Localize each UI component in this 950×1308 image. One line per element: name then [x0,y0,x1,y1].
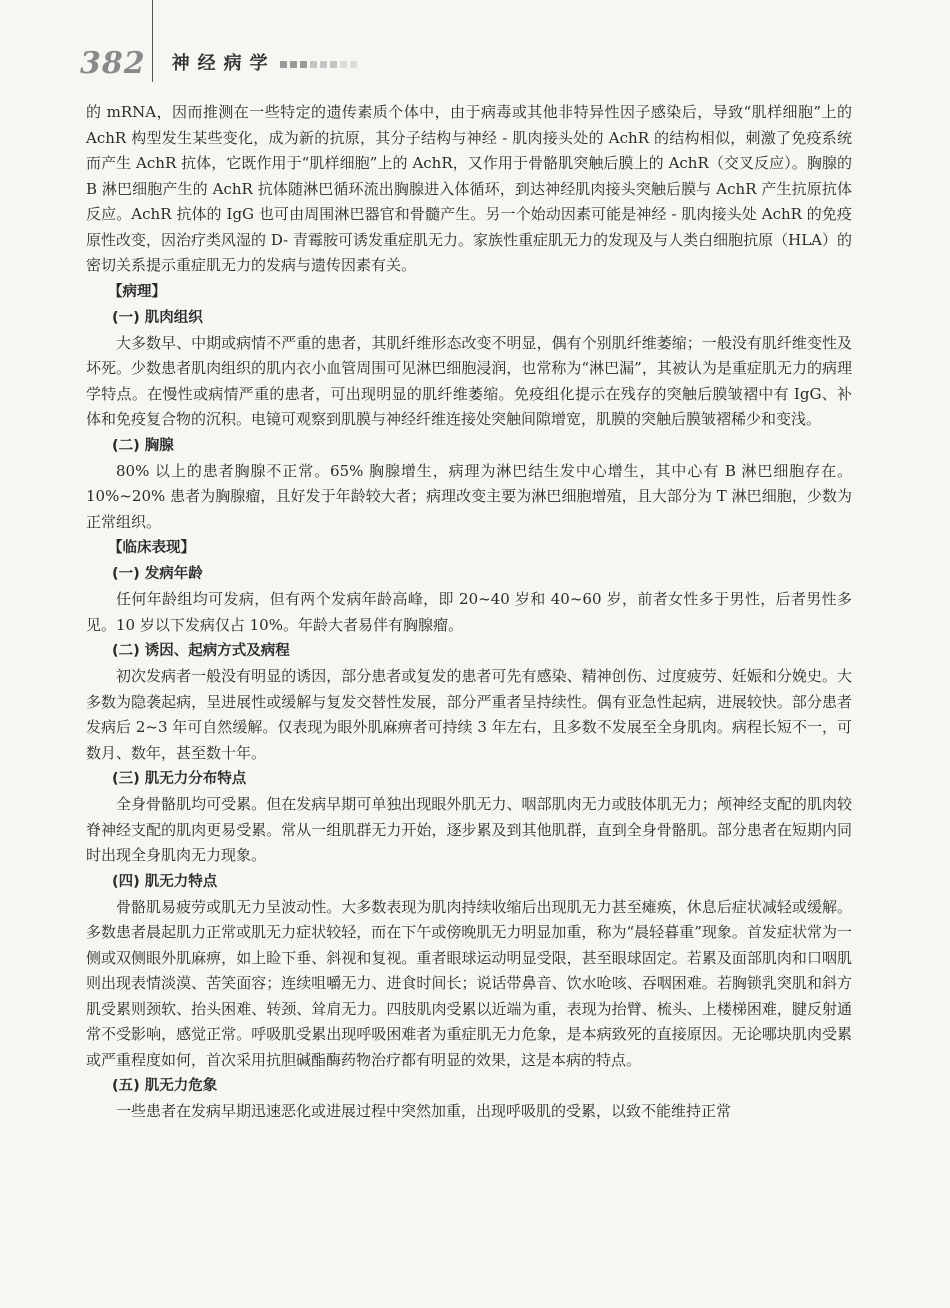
subheading-onset-course: (二) 诱因、起病方式及病程 [112,643,290,659]
paragraph: 80% 以上的患者胸腺不正常。65% 胸腺增生，病理为淋巴结生发中心增生，其中心有 B 淋巴细胞存在。10%~20% 患者为胸腺瘤，且好发于年龄较大者；病理改变主要为淋巴细胞增殖，且大部分为 T 淋巴细胞，少数为正常组织。 [86,461,852,531]
subheading-thymus: (二) 胸腺 [112,437,174,454]
section-heading-clinical: 【临床表现】 [108,540,195,556]
page-header [80,40,357,84]
paragraph: 一些患者在发病早期迅速恶化或进展过程中突然加重，出现呼吸肌的受累，以致不能维持正常 [116,1102,732,1120]
paragraph: 全身骨骼肌均可受累。但在发病早期可单独出现眼外肌无力、咽部肌肉无力或肢体肌无力；颅神经支配的肌肉较脊神经支配的肌肉更易受累。常从一组肌群无力开始，逐步累及到其他肌群，直到全身骨骼肌。部分患者在短期内同时出现全身肌肉无力现象。 [86,795,852,864]
paragraph: 大多数早、中期或病情不严重的患者，其肌纤维形态改变不明显，偶有个别肌纤维萎缩；一般没有肌纤维变性及坏死。少数患者肌肉组织的肌内衣小血管周围可见淋巴细胞浸润，也常称为“淋巴漏”，其被认为是重症肌无力的病理学特点。在慢性或病情严重的患者，可出现明显的肌纤维萎缩。免疫组化提示在残存的突触后膜皱褶中有 IgG、补体和免疫复合物的沉积。电镜可观察到肌膜与神经纤维连接处突触间隙增宽，肌膜的突触后膜皱褶稀少和变浅。 [86,333,852,428]
paragraph: 的 mRNA，因而推测在一些特定的遗传素质个体中，由于病毒或其他非特异性因子感染后，导致“肌样细胞”上的 AchR 构型发生某些变化，成为新的抗原，其分子结构与神经 - 肌肉接头处的 AchR 的结构相似，刺激了免疫系统而产生 AchR 抗体，它既作用于“肌样细胞”上的 AchR，又作用于骨骼肌突触后膜上的 AchR（交叉反应）。胸腺的 B 淋巴细胞产生的 AchR 抗体随淋巴循环流出胸腺进入体循环，到达神经肌肉接头突触后膜与 AchR 产生抗原抗体反应。AchR 抗体的 IgG 也可由周围淋巴器官和骨髓产生。另一个始动因素可能是神经 - 肌肉接头处 AchR 的免疫原性改变，因治疗类风湿的 D- 青霉胺可诱发重症肌无力。家族性重症肌无力的发现及与人类白细胞抗原（HLA）的密切关系提示重症肌无力的发病与遗传因素有关。 [86,103,852,274]
subheading-onset-age: (一) 发病年龄 [112,566,203,582]
paragraph: 初次发病者一般没有明显的诱因，部分患者或复发的患者可先有感染、精神创伤、过度疲劳、妊娠和分娩史。大多数为隐袭起病，呈进展性或缓解与复发交替性发展，部分严重者呈持续性。偶有亚急性起病，进展较快。部分患者发病后 2~3 年可自然缓解。仅表现为眼外肌麻痹者可持续 3 年左右，且多数不发展至全身肌肉。病程长短不一，可数月、数年，甚至数十年。 [86,667,852,762]
book-title: 神经病学 [171,53,276,74]
subheading-distribution: (三) 肌无力分布特点 [112,771,247,787]
subheading-weakness-features: (四) 肌无力特点 [112,873,218,890]
subheading-muscle-tissue: (一) 肌肉组织 [112,309,203,326]
section-heading-pathology: 【病理】 [108,283,166,300]
paragraph: 任何年龄组均可发病，但有两个发病年龄高峰，即 20~40 岁和 40~60 岁，前者女性多于男性，后者男性多见。10 岁以下发病仅占 10%。年龄大者易伴有胸腺瘤。 [86,590,852,634]
header-decoration [280,44,357,84]
subheading-crisis: (五) 肌无力危象 [112,1078,218,1094]
page-number: 382 [80,46,146,81]
paragraph: 骨骼肌易疲劳或肌无力呈波动性。大多数表现为肌肉持续收缩后出现肌无力甚至瘫痪，休息后症状减轻或缓解。多数患者晨起肌力正常或肌无力症状较轻，而在下午或傍晚肌无力明显加重，称为“晨轻暮重”现象。首发症状常为一侧或双侧眼外肌麻痹，如上睑下垂、斜视和复视。重者眼球运动明显受限，甚至眼球固定。若累及面部肌肉和口咽肌则出现表情淡漠、苦笑面容；连续咀嚼无力、进食时间长；说话带鼻音、饮水呛咳、吞咽困难。若胸锁乳突肌和斜方肌受累则颈软、抬头困难、转颈、耸肩无力。四肢肌肉受累以近端为重，表现为抬臂、梳头、上楼梯困难，腱反射通常不受影响，感觉正常。呼吸肌受累出现呼吸困难者为重症肌无力危象，是本病致死的直接原因。无论哪块肌肉受累或严重程度如何，首次采用抗胆碱酯酶药物治疗都有明显的效果，这是本病的特点。 [86,897,852,1069]
page-body [86,100,852,1125]
